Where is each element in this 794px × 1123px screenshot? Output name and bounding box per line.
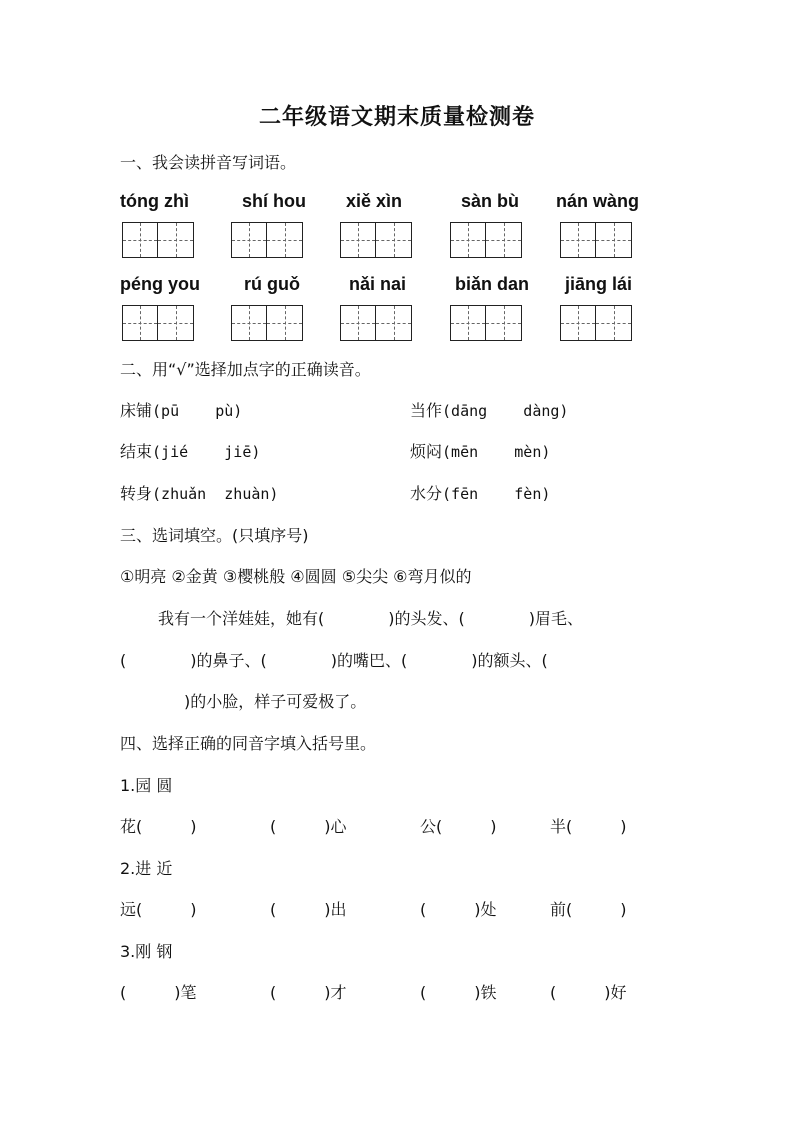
pinyin-label: tóng zhì: [120, 191, 189, 211]
pinyin-label: jiāng lái: [565, 274, 633, 294]
pinyin-label: rú guǒ: [244, 274, 300, 294]
item-word: 烦闷: [410, 442, 443, 461]
writing-grid[interactable]: [340, 305, 412, 341]
section-1-heading: 一、我会读拼音写词语。: [120, 153, 297, 172]
fill-item[interactable]: ( )笔: [120, 983, 197, 1002]
pronunciation-item: 当作(dāng dàng): [410, 401, 569, 420]
fill-item[interactable]: ( )才: [270, 983, 347, 1002]
section-3-heading: 三、选词填空。(只填序号): [120, 526, 309, 545]
fill-item[interactable]: 半( ): [550, 817, 627, 836]
writing-grid[interactable]: [231, 305, 303, 341]
option-b[interactable]: zhuàn: [224, 485, 270, 503]
writing-grid[interactable]: [450, 305, 522, 341]
item-word: 转身: [120, 484, 153, 503]
item-word: 床铺: [120, 401, 153, 420]
page-title: 二年级语文期末质量检测卷: [258, 105, 535, 130]
item-word: 水分: [410, 484, 443, 503]
item-word: 结束: [120, 442, 153, 461]
option-b[interactable]: fèn: [514, 485, 542, 503]
pinyin-label: shí hou: [242, 191, 306, 211]
option-a[interactable]: mēn: [451, 443, 479, 461]
pinyin-label: nǎi nai: [349, 274, 407, 294]
writing-grid[interactable]: [231, 222, 303, 258]
item-word: 当作: [410, 401, 443, 420]
fill-blank-line[interactable]: ( )的鼻子、( )的嘴巴、( )的额头、(: [120, 651, 548, 670]
option-b[interactable]: dàng: [523, 402, 560, 420]
fill-blank-line[interactable]: )的小脸，样子可爱极了。: [120, 692, 367, 711]
pinyin-label: xiě xìn: [346, 191, 403, 211]
pinyin-label: sàn bù: [461, 191, 520, 211]
section-2-heading: 二、用“√”选择加点字的正确读音。: [120, 360, 371, 379]
option-b[interactable]: mèn: [514, 443, 542, 461]
fill-item[interactable]: 花( ): [120, 817, 197, 836]
group-label: 1.园 圆: [120, 776, 173, 795]
fill-item[interactable]: 远( ): [120, 900, 197, 919]
option-a[interactable]: pū: [161, 402, 180, 420]
group-label: 2.进 近: [120, 859, 173, 878]
fill-blank-line[interactable]: 我有一个洋娃娃，她有( )的头发、( )眉毛、: [158, 609, 583, 628]
writing-grid[interactable]: [340, 222, 412, 258]
option-a[interactable]: zhuǎn: [161, 485, 207, 503]
pronunciation-item: 烦闷(mēn mèn): [410, 442, 551, 461]
group-label: 3.刚 钢: [120, 942, 173, 961]
fill-item[interactable]: ( )铁: [420, 983, 497, 1002]
fill-item[interactable]: ( )好: [550, 983, 627, 1002]
pronunciation-item: 水分(fēn fèn): [410, 484, 551, 503]
pinyin-label: nán wàng: [556, 191, 640, 211]
writing-grid[interactable]: [122, 305, 194, 341]
option-b[interactable]: pù: [215, 402, 234, 420]
section-4-heading: 四、选择正确的同音字填入括号里。: [120, 734, 377, 753]
fill-item[interactable]: 前( ): [550, 900, 627, 919]
fill-item[interactable]: ( )心: [270, 817, 347, 836]
option-a[interactable]: dāng: [451, 402, 488, 420]
option-a[interactable]: fēn: [451, 485, 479, 503]
word-options: ①明亮 ②金黄 ③樱桃般 ④圆圆 ⑤尖尖 ⑥弯月似的: [120, 567, 472, 586]
option-a[interactable]: jié: [161, 443, 189, 461]
fill-item[interactable]: ( )出: [270, 900, 347, 919]
option-b[interactable]: jiē: [224, 443, 252, 461]
writing-grid[interactable]: [560, 222, 632, 258]
writing-grid[interactable]: [560, 305, 632, 341]
pronunciation-item: 结束(jié jiē): [120, 442, 261, 461]
pronunciation-item: 床铺(pū pù): [120, 401, 243, 420]
pronunciation-item: 转身(zhuǎn zhuàn): [120, 484, 279, 503]
fill-item[interactable]: ( )处: [420, 900, 497, 919]
writing-grid[interactable]: [122, 222, 194, 258]
pinyin-label: biǎn dan: [455, 274, 530, 294]
pinyin-label: péng you: [120, 274, 200, 294]
fill-item[interactable]: 公( ): [420, 817, 497, 836]
writing-grid[interactable]: [450, 222, 522, 258]
